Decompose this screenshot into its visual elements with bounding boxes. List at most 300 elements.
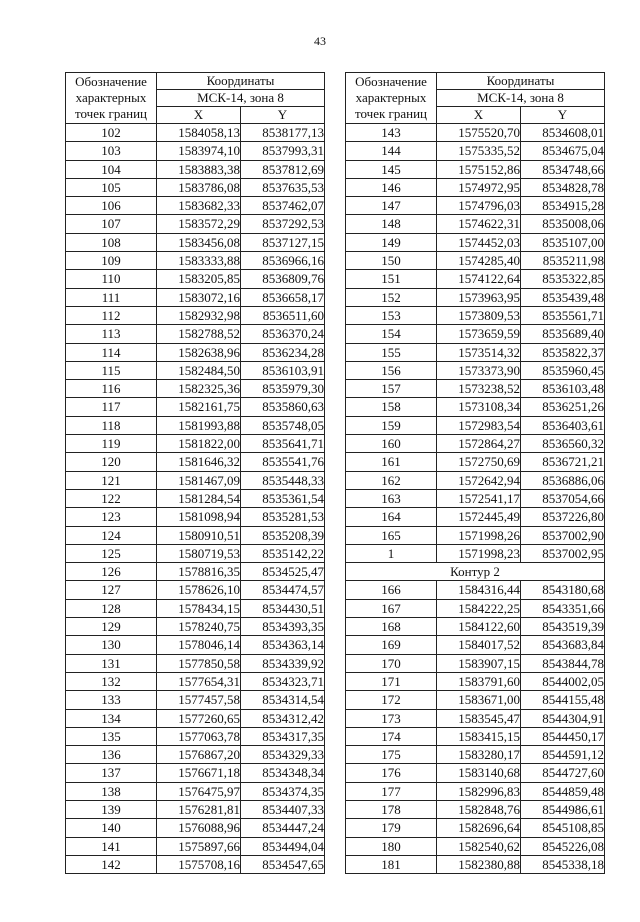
header-point-designation-line-3: точек границ bbox=[354, 106, 428, 121]
table-row bbox=[66, 837, 325, 855]
coord-y-cell: 8534494,04 bbox=[241, 837, 325, 855]
coord-y-cell: 8536966,16 bbox=[241, 252, 325, 270]
table-row bbox=[66, 526, 325, 544]
coord-x-cell: 1583791,60 bbox=[437, 672, 521, 690]
table-row bbox=[346, 252, 605, 270]
point-number-cell: 115 bbox=[66, 361, 157, 379]
point-number-cell: 151 bbox=[346, 270, 437, 288]
coord-y-cell: 8536234,28 bbox=[241, 343, 325, 361]
point-number-cell: 181 bbox=[346, 855, 437, 873]
table-row bbox=[346, 160, 605, 178]
coord-y-cell: 8544450,17 bbox=[521, 727, 605, 745]
table-row bbox=[346, 618, 605, 636]
table-row bbox=[66, 782, 325, 800]
point-number-cell: 118 bbox=[66, 416, 157, 434]
point-number-cell: 1 bbox=[346, 544, 437, 562]
coord-x-cell: 1583140,68 bbox=[437, 764, 521, 782]
point-number-cell: 128 bbox=[66, 599, 157, 617]
table-row bbox=[66, 819, 325, 837]
table-row bbox=[346, 526, 605, 544]
point-number-cell: 167 bbox=[346, 599, 437, 617]
point-number-cell: 113 bbox=[66, 325, 157, 343]
coord-x-cell: 1582380,88 bbox=[437, 855, 521, 873]
coord-x-cell: 1578240,75 bbox=[157, 618, 241, 636]
point-number-cell: 114 bbox=[66, 343, 157, 361]
header-y: Y bbox=[241, 107, 325, 124]
point-number-cell: 172 bbox=[346, 691, 437, 709]
coord-y-cell: 8534314,54 bbox=[241, 691, 325, 709]
coord-y-cell: 8536809,76 bbox=[241, 270, 325, 288]
table-row bbox=[346, 800, 605, 818]
coord-x-cell: 1584316,44 bbox=[437, 581, 521, 599]
coord-y-cell: 8534329,33 bbox=[241, 746, 325, 764]
point-number-cell: 139 bbox=[66, 800, 157, 818]
table-row bbox=[346, 581, 605, 599]
coord-x-cell: 1574122,64 bbox=[437, 270, 521, 288]
coord-x-cell: 1573108,34 bbox=[437, 398, 521, 416]
coord-x-cell: 1583072,16 bbox=[157, 288, 241, 306]
coord-x-cell: 1576088,96 bbox=[157, 819, 241, 837]
coord-x-cell: 1573238,52 bbox=[437, 380, 521, 398]
table-row bbox=[66, 343, 325, 361]
table-row bbox=[66, 746, 325, 764]
coord-y-cell: 8535211,98 bbox=[521, 252, 605, 270]
table-row bbox=[346, 325, 605, 343]
coord-x-cell: 1577457,58 bbox=[157, 691, 241, 709]
table-row bbox=[346, 233, 605, 251]
coord-x-cell: 1574285,40 bbox=[437, 252, 521, 270]
point-number-cell: 138 bbox=[66, 782, 157, 800]
point-number-cell: 132 bbox=[66, 672, 157, 690]
point-number-cell: 171 bbox=[346, 672, 437, 690]
coord-y-cell: 8543683,84 bbox=[521, 636, 605, 654]
coord-x-cell: 1583572,29 bbox=[157, 215, 241, 233]
coord-y-cell: 8534407,33 bbox=[241, 800, 325, 818]
point-number-cell: 143 bbox=[346, 124, 437, 142]
coord-x-cell: 1583786,08 bbox=[157, 178, 241, 196]
header-coordinate-system: МСК-14, зона 8 bbox=[437, 90, 605, 107]
coord-x-cell: 1581098,94 bbox=[157, 508, 241, 526]
table-row bbox=[66, 142, 325, 160]
coordinates-table-right bbox=[345, 72, 605, 874]
coord-y-cell: 8537002,90 bbox=[521, 526, 605, 544]
point-number-cell: 124 bbox=[66, 526, 157, 544]
header-x: X bbox=[437, 107, 521, 124]
coord-x-cell: 1575335,52 bbox=[437, 142, 521, 160]
table-row bbox=[346, 489, 605, 507]
coord-y-cell: 8535822,37 bbox=[521, 343, 605, 361]
point-number-cell: 148 bbox=[346, 215, 437, 233]
table-row bbox=[346, 361, 605, 379]
table-row bbox=[66, 288, 325, 306]
table-row bbox=[66, 691, 325, 709]
table-row bbox=[66, 489, 325, 507]
table-row bbox=[346, 508, 605, 526]
coord-y-cell: 8534608,01 bbox=[521, 124, 605, 142]
point-number-cell: 178 bbox=[346, 800, 437, 818]
table-row bbox=[66, 215, 325, 233]
coord-y-cell: 8544591,12 bbox=[521, 746, 605, 764]
point-number-cell: 126 bbox=[66, 563, 157, 581]
coord-x-cell: 1575152,86 bbox=[437, 160, 521, 178]
coord-y-cell: 8534363,14 bbox=[241, 636, 325, 654]
coord-y-cell: 8545226,08 bbox=[521, 837, 605, 855]
point-number-cell: 152 bbox=[346, 288, 437, 306]
point-number-cell: 131 bbox=[66, 654, 157, 672]
coord-x-cell: 1583280,17 bbox=[437, 746, 521, 764]
coord-y-cell: 8534915,28 bbox=[521, 197, 605, 215]
point-number-cell: 173 bbox=[346, 709, 437, 727]
point-number-cell: 147 bbox=[346, 197, 437, 215]
point-number-cell: 137 bbox=[66, 764, 157, 782]
point-number-cell: 119 bbox=[66, 435, 157, 453]
table-row bbox=[66, 654, 325, 672]
coord-x-cell: 1577063,78 bbox=[157, 727, 241, 745]
point-number-cell: 130 bbox=[66, 636, 157, 654]
coord-y-cell: 8534828,78 bbox=[521, 178, 605, 196]
point-number-cell: 176 bbox=[346, 764, 437, 782]
coord-x-cell: 1583974,10 bbox=[157, 142, 241, 160]
point-number-cell: 141 bbox=[66, 837, 157, 855]
table-row bbox=[66, 160, 325, 178]
table-row bbox=[346, 435, 605, 453]
header-coordinates-title: Координаты bbox=[157, 73, 325, 90]
point-number-cell: 116 bbox=[66, 380, 157, 398]
coord-y-cell: 8534312,42 bbox=[241, 709, 325, 727]
coord-x-cell: 1583415,15 bbox=[437, 727, 521, 745]
point-number-cell: 142 bbox=[66, 855, 157, 873]
point-number-cell: 111 bbox=[66, 288, 157, 306]
point-number-cell: 107 bbox=[66, 215, 157, 233]
point-number-cell: 154 bbox=[346, 325, 437, 343]
point-number-cell: 123 bbox=[66, 508, 157, 526]
coord-y-cell: 8544727,60 bbox=[521, 764, 605, 782]
coord-y-cell: 8534748,66 bbox=[521, 160, 605, 178]
coord-x-cell: 1584017,52 bbox=[437, 636, 521, 654]
table-row bbox=[66, 764, 325, 782]
point-number-cell: 144 bbox=[346, 142, 437, 160]
coord-x-cell: 1582325,36 bbox=[157, 380, 241, 398]
table-row bbox=[66, 709, 325, 727]
point-number-cell: 163 bbox=[346, 489, 437, 507]
point-number-cell: 125 bbox=[66, 544, 157, 562]
coord-x-cell: 1577260,65 bbox=[157, 709, 241, 727]
point-number-cell: 159 bbox=[346, 416, 437, 434]
coord-y-cell: 8534447,24 bbox=[241, 819, 325, 837]
table-row bbox=[346, 599, 605, 617]
point-number-cell: 146 bbox=[346, 178, 437, 196]
coord-y-cell: 8538177,13 bbox=[241, 124, 325, 142]
coord-y-cell: 8537292,53 bbox=[241, 215, 325, 233]
coord-y-cell: 8536103,48 bbox=[521, 380, 605, 398]
table-row bbox=[66, 325, 325, 343]
point-number-cell: 104 bbox=[66, 160, 157, 178]
point-number-cell: 127 bbox=[66, 581, 157, 599]
coord-x-cell: 1572541,17 bbox=[437, 489, 521, 507]
coord-x-cell: 1572642,94 bbox=[437, 471, 521, 489]
coord-y-cell: 8534323,71 bbox=[241, 672, 325, 690]
table-row bbox=[66, 581, 325, 599]
table-row bbox=[346, 306, 605, 324]
coord-x-cell: 1581284,54 bbox=[157, 489, 241, 507]
coord-x-cell: 1578046,14 bbox=[157, 636, 241, 654]
table-row bbox=[346, 471, 605, 489]
coord-y-cell: 8536560,32 bbox=[521, 435, 605, 453]
coord-x-cell: 1572445,49 bbox=[437, 508, 521, 526]
header-x: X bbox=[157, 107, 241, 124]
coord-x-cell: 1572750,69 bbox=[437, 453, 521, 471]
table-row bbox=[346, 855, 605, 873]
table-row bbox=[66, 197, 325, 215]
table-row bbox=[346, 453, 605, 471]
coord-y-cell: 8534474,57 bbox=[241, 581, 325, 599]
table-row bbox=[66, 599, 325, 617]
coord-x-cell: 1583333,88 bbox=[157, 252, 241, 270]
coord-y-cell: 8535748,05 bbox=[241, 416, 325, 434]
coord-y-cell: 8536103,91 bbox=[241, 361, 325, 379]
point-number-cell: 102 bbox=[66, 124, 157, 142]
header-y: Y bbox=[521, 107, 605, 124]
coord-x-cell: 1581646,32 bbox=[157, 453, 241, 471]
coord-x-cell: 1575520,70 bbox=[437, 124, 521, 142]
table-row bbox=[66, 361, 325, 379]
coord-y-cell: 8535979,30 bbox=[241, 380, 325, 398]
coord-x-cell: 1576475,97 bbox=[157, 782, 241, 800]
table-row bbox=[346, 636, 605, 654]
coord-y-cell: 8534547,65 bbox=[241, 855, 325, 873]
table-row bbox=[66, 270, 325, 288]
coord-x-cell: 1583545,47 bbox=[437, 709, 521, 727]
table-row bbox=[346, 270, 605, 288]
coord-x-cell: 1574622,31 bbox=[437, 215, 521, 233]
table-row bbox=[66, 306, 325, 324]
coord-y-cell: 8545338,18 bbox=[521, 855, 605, 873]
point-number-cell: 156 bbox=[346, 361, 437, 379]
coord-x-cell: 1583682,33 bbox=[157, 197, 241, 215]
coord-y-cell: 8545108,85 bbox=[521, 819, 605, 837]
contour-row bbox=[346, 563, 605, 581]
contour-label: Контур 2 bbox=[346, 563, 605, 581]
coord-x-cell: 1573514,32 bbox=[437, 343, 521, 361]
coord-y-cell: 8543351,66 bbox=[521, 599, 605, 617]
coord-x-cell: 1582996,83 bbox=[437, 782, 521, 800]
coord-x-cell: 1574452,03 bbox=[437, 233, 521, 251]
coord-y-cell: 8535281,53 bbox=[241, 508, 325, 526]
point-number-cell: 162 bbox=[346, 471, 437, 489]
table-row bbox=[66, 508, 325, 526]
coord-y-cell: 8544155,48 bbox=[521, 691, 605, 709]
coord-x-cell: 1577850,58 bbox=[157, 654, 241, 672]
coord-y-cell: 8535439,48 bbox=[521, 288, 605, 306]
coord-y-cell: 8534675,04 bbox=[521, 142, 605, 160]
point-number-cell: 136 bbox=[66, 746, 157, 764]
coord-y-cell: 8534525,47 bbox=[241, 563, 325, 581]
header-point-designation-line-2: характерных bbox=[355, 90, 427, 105]
coord-x-cell: 1572864,27 bbox=[437, 435, 521, 453]
coord-y-cell: 8544002,05 bbox=[521, 672, 605, 690]
coord-y-cell: 8535641,71 bbox=[241, 435, 325, 453]
coord-y-cell: 8536251,26 bbox=[521, 398, 605, 416]
coord-y-cell: 8535541,76 bbox=[241, 453, 325, 471]
coord-x-cell: 1581993,88 bbox=[157, 416, 241, 434]
coord-x-cell: 1582848,76 bbox=[437, 800, 521, 818]
table-row bbox=[346, 215, 605, 233]
coord-x-cell: 1577654,31 bbox=[157, 672, 241, 690]
coord-y-cell: 8537812,69 bbox=[241, 160, 325, 178]
coord-x-cell: 1582638,96 bbox=[157, 343, 241, 361]
point-number-cell: 155 bbox=[346, 343, 437, 361]
coord-y-cell: 8536658,17 bbox=[241, 288, 325, 306]
table-row bbox=[66, 636, 325, 654]
point-number-cell: 157 bbox=[346, 380, 437, 398]
point-number-cell: 175 bbox=[346, 746, 437, 764]
coord-x-cell: 1582788,52 bbox=[157, 325, 241, 343]
point-number-cell: 165 bbox=[346, 526, 437, 544]
coord-x-cell: 1583671,00 bbox=[437, 691, 521, 709]
coord-x-cell: 1572983,54 bbox=[437, 416, 521, 434]
point-number-cell: 122 bbox=[66, 489, 157, 507]
coord-y-cell: 8535561,71 bbox=[521, 306, 605, 324]
coord-x-cell: 1584058,13 bbox=[157, 124, 241, 142]
coord-x-cell: 1580719,53 bbox=[157, 544, 241, 562]
point-number-cell: 133 bbox=[66, 691, 157, 709]
table-row bbox=[66, 416, 325, 434]
coord-y-cell: 8536721,21 bbox=[521, 453, 605, 471]
coord-x-cell: 1575897,66 bbox=[157, 837, 241, 855]
table-row bbox=[346, 782, 605, 800]
coord-x-cell: 1582696,64 bbox=[437, 819, 521, 837]
table-row bbox=[346, 709, 605, 727]
coord-x-cell: 1578434,15 bbox=[157, 599, 241, 617]
point-number-cell: 166 bbox=[346, 581, 437, 599]
coord-x-cell: 1583205,85 bbox=[157, 270, 241, 288]
coord-y-cell: 8543519,39 bbox=[521, 618, 605, 636]
header-point-designation bbox=[346, 73, 437, 124]
table-row bbox=[346, 343, 605, 361]
table-row bbox=[66, 800, 325, 818]
table-row bbox=[346, 837, 605, 855]
table-row bbox=[346, 727, 605, 745]
coord-y-cell: 8537054,66 bbox=[521, 489, 605, 507]
point-number-cell: 158 bbox=[346, 398, 437, 416]
point-number-cell: 160 bbox=[346, 435, 437, 453]
table-row bbox=[346, 197, 605, 215]
table-row bbox=[66, 124, 325, 142]
coord-x-cell: 1582161,75 bbox=[157, 398, 241, 416]
coord-y-cell: 8534348,34 bbox=[241, 764, 325, 782]
coord-y-cell: 8534339,92 bbox=[241, 654, 325, 672]
table-row bbox=[66, 380, 325, 398]
point-number-cell: 134 bbox=[66, 709, 157, 727]
coord-y-cell: 8535142,22 bbox=[241, 544, 325, 562]
table-row bbox=[66, 563, 325, 581]
header-point-designation-line-3: точек границ bbox=[74, 106, 148, 121]
coord-y-cell: 8543844,78 bbox=[521, 654, 605, 672]
coord-x-cell: 1573809,53 bbox=[437, 306, 521, 324]
table-row bbox=[66, 252, 325, 270]
coord-x-cell: 1575708,16 bbox=[157, 855, 241, 873]
coord-y-cell: 8535107,00 bbox=[521, 233, 605, 251]
coord-x-cell: 1576867,20 bbox=[157, 746, 241, 764]
coord-y-cell: 8536403,61 bbox=[521, 416, 605, 434]
point-number-cell: 135 bbox=[66, 727, 157, 745]
coord-y-cell: 8535361,54 bbox=[241, 489, 325, 507]
point-number-cell: 145 bbox=[346, 160, 437, 178]
table-row bbox=[66, 727, 325, 745]
point-number-cell: 161 bbox=[346, 453, 437, 471]
point-number-cell: 117 bbox=[66, 398, 157, 416]
coord-x-cell: 1583456,08 bbox=[157, 233, 241, 251]
point-number-cell: 174 bbox=[346, 727, 437, 745]
coord-x-cell: 1574796,03 bbox=[437, 197, 521, 215]
header-coordinates-title: Координаты bbox=[437, 73, 605, 90]
coord-x-cell: 1581467,09 bbox=[157, 471, 241, 489]
point-number-cell: 169 bbox=[346, 636, 437, 654]
table-row bbox=[66, 618, 325, 636]
coord-x-cell: 1573659,59 bbox=[437, 325, 521, 343]
coord-y-cell: 8535008,06 bbox=[521, 215, 605, 233]
coord-x-cell: 1583907,15 bbox=[437, 654, 521, 672]
point-number-cell: 164 bbox=[346, 508, 437, 526]
coord-x-cell: 1578816,35 bbox=[157, 563, 241, 581]
coord-y-cell: 8537635,53 bbox=[241, 178, 325, 196]
coord-y-cell: 8535960,45 bbox=[521, 361, 605, 379]
table-row bbox=[66, 544, 325, 562]
point-number-cell: 153 bbox=[346, 306, 437, 324]
coord-y-cell: 8534393,35 bbox=[241, 618, 325, 636]
point-number-cell: 129 bbox=[66, 618, 157, 636]
coord-x-cell: 1573373,90 bbox=[437, 361, 521, 379]
header-point-designation-line-1: Обозначение bbox=[75, 74, 147, 89]
point-number-cell: 140 bbox=[66, 819, 157, 837]
table-row bbox=[346, 142, 605, 160]
coord-y-cell: 8535208,39 bbox=[241, 526, 325, 544]
coord-x-cell: 1578626,10 bbox=[157, 581, 241, 599]
coord-x-cell: 1576671,18 bbox=[157, 764, 241, 782]
table-row bbox=[346, 124, 605, 142]
coord-y-cell: 8536511,60 bbox=[241, 306, 325, 324]
coord-x-cell: 1582540,62 bbox=[437, 837, 521, 855]
coord-y-cell: 8544304,91 bbox=[521, 709, 605, 727]
coord-x-cell: 1584222,25 bbox=[437, 599, 521, 617]
point-number-cell: 105 bbox=[66, 178, 157, 196]
coord-x-cell: 1580910,51 bbox=[157, 526, 241, 544]
table-row bbox=[66, 233, 325, 251]
coord-y-cell: 8537002,95 bbox=[521, 544, 605, 562]
point-number-cell: 120 bbox=[66, 453, 157, 471]
table-row bbox=[346, 764, 605, 782]
point-number-cell: 170 bbox=[346, 654, 437, 672]
table-row bbox=[346, 819, 605, 837]
header-coordinate-system: МСК-14, зона 8 bbox=[157, 90, 325, 107]
coord-y-cell: 8544859,48 bbox=[521, 782, 605, 800]
point-number-cell: 149 bbox=[346, 233, 437, 251]
coord-y-cell: 8534317,35 bbox=[241, 727, 325, 745]
coord-y-cell: 8535448,33 bbox=[241, 471, 325, 489]
coord-y-cell: 8544986,61 bbox=[521, 800, 605, 818]
coord-y-cell: 8535322,85 bbox=[521, 270, 605, 288]
table-row bbox=[346, 178, 605, 196]
coord-y-cell: 8535689,40 bbox=[521, 325, 605, 343]
table-row bbox=[346, 654, 605, 672]
table-row bbox=[346, 544, 605, 562]
point-number-cell: 121 bbox=[66, 471, 157, 489]
table-row bbox=[346, 746, 605, 764]
point-number-cell: 108 bbox=[66, 233, 157, 251]
table-row bbox=[346, 672, 605, 690]
header-point-designation-line-1: Обозначение bbox=[355, 74, 427, 89]
coord-y-cell: 8536886,06 bbox=[521, 471, 605, 489]
